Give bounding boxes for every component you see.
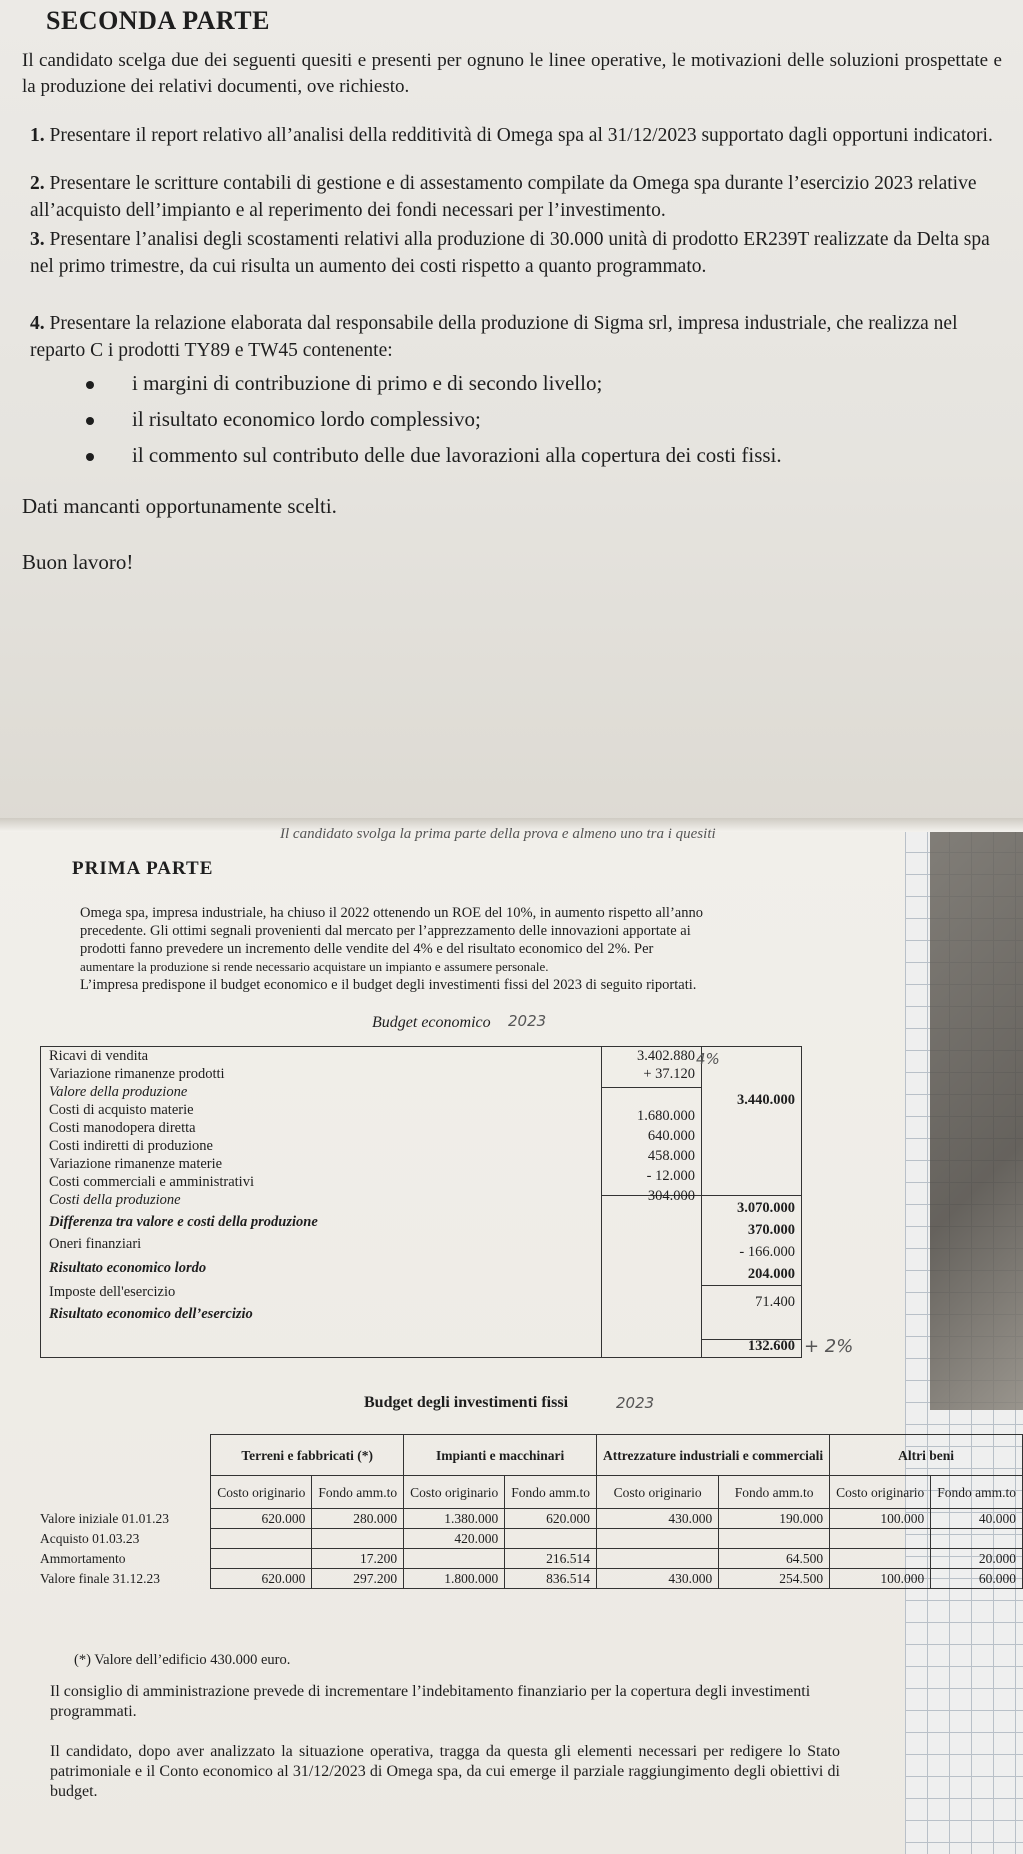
column-group-header: Terreni e fabbricati (*) <box>211 1435 404 1476</box>
table-cell: 297.200 <box>312 1569 404 1589</box>
budget-title: Budget economico <box>372 1014 491 1031</box>
question-number: 2. <box>30 173 45 194</box>
question-text: Presentare il report relativo all’analisi della redditività di Omega spa al 31/12/2023 supportato dagli opportuni indicatori. <box>49 125 993 146</box>
budget-total: 3.070.000 <box>737 1200 795 1216</box>
question-1 <box>30 122 1005 149</box>
budget-value: 458.000 <box>647 1148 695 1164</box>
budget-row-label: Variazione rimanenze materie <box>49 1156 223 1172</box>
intro-line: L’impresa predispone il budget economico e il budget degli investimenti fissi del 2023 di seguito riportati. <box>80 977 697 993</box>
table-cell <box>830 1529 931 1549</box>
table-cell: 190.000 <box>719 1509 830 1529</box>
table-cell: 40.000 <box>931 1509 1023 1529</box>
budget-row-label: Risultato economico dell’esercizio <box>49 1306 253 1322</box>
budget-row-label: Differenza tra valore e costi della produzione <box>49 1214 318 1230</box>
budget-total: 370.000 <box>747 1222 795 1238</box>
table-cell <box>719 1529 830 1549</box>
board-paragraph: Il consiglio di amministrazione prevede di incrementare l’indebitamento finanziario per la copertura degli investimenti programmati. <box>50 1683 811 1720</box>
cut-instruction-line: Il candidato svolga la prima parte della prova e almeno uno tra i quesiti <box>280 826 716 842</box>
closing-text: Buon lavoro! <box>22 550 134 574</box>
table-cell: 100.000 <box>830 1569 931 1589</box>
table-cell: 620.000 <box>211 1569 312 1589</box>
budget-value: 304.000 <box>647 1188 695 1204</box>
intro-line: aumentare la produzione si rende necessario acquistare un impianto e assumere personale. <box>80 959 549 974</box>
row-label: Ammortamento <box>36 1549 211 1569</box>
table-cell: 280.000 <box>312 1509 404 1529</box>
bullet-item <box>86 440 782 470</box>
bullet-text: il commento sul contributo delle due lavorazioni alla copertura dei costi fissi. <box>132 443 782 467</box>
column-header: Costo originario <box>597 1476 719 1509</box>
table-cell: 836.514 <box>505 1569 597 1589</box>
question-number: 4. <box>30 313 45 334</box>
table-cell <box>597 1549 719 1569</box>
intro-line: Omega spa, impresa industriale, ha chiuso il 2022 ottenendo un ROE del 10%, in aumento rispetto all’anno <box>80 905 703 921</box>
column-header: Fondo amm.to <box>931 1476 1023 1509</box>
question-number: 1. <box>30 125 45 146</box>
column-group-header: Impianti e macchinari <box>404 1435 597 1476</box>
first-part-intro <box>80 904 810 994</box>
table-cell <box>404 1549 505 1569</box>
question-number: 3. <box>30 229 45 250</box>
table-cell: 430.000 <box>597 1569 719 1589</box>
bullet-icon <box>86 417 94 425</box>
question-4 <box>30 310 1010 364</box>
table-cell <box>312 1529 404 1549</box>
section-title-first-part: PRIMA PARTE <box>72 858 214 879</box>
table-cell <box>505 1529 597 1549</box>
table-cell: 20.000 <box>931 1549 1023 1569</box>
table-cell: 254.500 <box>719 1569 830 1589</box>
budget-row-label: Ricavi di vendita <box>49 1048 149 1064</box>
budget-row-label: Costi indiretti di produzione <box>49 1138 213 1154</box>
table-cell: 216.514 <box>505 1549 597 1569</box>
column-header: Fondo amm.to <box>312 1476 404 1509</box>
table-cell <box>597 1529 719 1549</box>
bullet-item <box>86 368 602 398</box>
intro-line: prodotti fanno prevedere un incremento delle vendite del 4% e del risultato economico del 2%. Per <box>80 941 654 957</box>
table-cell <box>211 1529 312 1549</box>
handwritten-note: 4% <box>696 1050 720 1068</box>
bullet-text: il risultato economico lordo complessivo; <box>132 407 481 431</box>
column-header: Costo originario <box>830 1476 931 1509</box>
table-footnote: (*) Valore dell’edificio 430.000 euro. <box>74 1652 291 1668</box>
budget-row-label: Imposte dell'esercizio <box>49 1284 176 1300</box>
column-header: Costo originario <box>211 1476 312 1509</box>
budget-value: - 166.000 <box>739 1244 795 1260</box>
table-cell: 420.000 <box>404 1529 505 1549</box>
investment-budget-title: Budget degli investimenti fissi <box>364 1394 569 1411</box>
budget-row-label: Valore della produzione <box>49 1084 188 1100</box>
table-cell <box>830 1549 931 1569</box>
column-group-header: Attrezzature industriali e commerciali <box>597 1435 830 1476</box>
question-text: Presentare le scritture contabili di gestione e di assestamento compilate da Omega spa durante l’esercizio 2023 relative all’acquisto dell’impianto e al reperimento dei fondi necessari per l’investimento. <box>30 173 977 221</box>
section-title-second-part: SECONDA PARTE <box>46 6 270 35</box>
budget-row-label: Costi manodopera diretta <box>49 1120 196 1136</box>
budget-row-label: Oneri finanziari <box>49 1236 142 1252</box>
column-header: Fondo amm.to <box>505 1476 597 1509</box>
table-row <box>36 1569 1023 1589</box>
question-text: Presentare l’analisi degli scostamenti relativi alla produzione di 30.000 unità di prodotto ER239T realizzate da Delta spa nel primo trimestre, da cui risulta un aumento dei costi rispetto a quanto programmato. <box>30 229 990 277</box>
row-label: Valore iniziale 01.01.23 <box>36 1509 211 1529</box>
table-cell <box>211 1549 312 1569</box>
budget-value: - 12.000 <box>646 1168 695 1184</box>
budget-value: 71.400 <box>755 1294 795 1310</box>
missing-data-note: Dati mancanti opportunamente scelti. <box>22 494 337 518</box>
budget-value: 640.000 <box>647 1128 695 1144</box>
investment-table <box>36 1434 1023 1589</box>
table-cell: 1.380.000 <box>404 1509 505 1529</box>
table-cell: 620.000 <box>211 1509 312 1529</box>
question-2 <box>30 170 1005 224</box>
handwritten-year: 2023 <box>616 1394 655 1412</box>
table-cell: 100.000 <box>830 1509 931 1529</box>
bullet-icon <box>86 453 94 461</box>
bullet-text: i margini di contribuzione di primo e di secondo livello; <box>132 371 603 395</box>
table-row <box>36 1509 1023 1529</box>
bullet-item <box>86 404 481 434</box>
table-cell: 1.800.000 <box>404 1569 505 1589</box>
budget-total: 204.000 <box>747 1266 795 1282</box>
budget-row-label: Costi commerciali e amministrativi <box>49 1174 254 1190</box>
table-cell: 60.000 <box>931 1569 1023 1589</box>
question-text: Presentare la relazione elaborata dal responsabile della produzione di Sigma srl, impresa industriale, che realizza nel reparto C i prodotti TY89 e TW45 contenente: <box>30 313 958 361</box>
budget-row-label: Variazione rimanenze prodotti <box>49 1066 225 1082</box>
table-cell <box>931 1529 1023 1549</box>
budget-economico-table <box>40 1046 802 1358</box>
budget-total: 132.600 <box>747 1338 795 1354</box>
background-object <box>930 830 1023 1410</box>
row-label: Valore finale 31.12.23 <box>36 1569 211 1589</box>
table-cell: 17.200 <box>312 1549 404 1569</box>
table-row <box>36 1549 1023 1569</box>
question-3 <box>30 226 1005 280</box>
table-cell: 430.000 <box>597 1509 719 1529</box>
budget-row-label: Risultato economico lordo <box>49 1260 207 1276</box>
table-cell: 64.500 <box>719 1549 830 1569</box>
task-paragraph: Il candidato, dopo aver analizzato la situazione operativa, tragga da questa gli elementi necessari per redigere lo Stato patrimoniale e il Conto economico al 31/12/2023 di Omega spa, da cui emerge il parziale raggiungimento degli obiettivi di budget. <box>50 1743 840 1800</box>
bullet-icon <box>86 381 94 389</box>
budget-total: 3.440.000 <box>737 1092 795 1108</box>
budget-row-label: Costi di acquisto materie <box>49 1102 194 1118</box>
table-row <box>36 1529 1023 1549</box>
row-label: Acquisto 01.03.23 <box>36 1529 211 1549</box>
handwritten-note: + 2% <box>804 1336 854 1357</box>
budget-row-label: Costi della produzione <box>49 1192 181 1208</box>
column-header: Costo originario <box>404 1476 505 1509</box>
intro-line: precedente. Gli ottimi segnali provenienti dal mercato per l’apprezzamento delle innovazioni apportate ai <box>80 923 691 939</box>
budget-value: 1.680.000 <box>637 1108 695 1124</box>
table-cell: 620.000 <box>505 1509 597 1529</box>
budget-value: + 37.120 <box>643 1066 695 1082</box>
column-header: Fondo amm.to <box>719 1476 830 1509</box>
column-group-header: Altri beni <box>830 1435 1023 1476</box>
budget-value: 3.402.880 <box>637 1048 695 1064</box>
second-part-intro: Il candidato scelga due dei seguenti quesiti e presenti per ognuno le linee operative, le motivazioni delle soluzioni prospettate e la produzione dei relativi documenti, ove richiesto. <box>22 50 1002 97</box>
handwritten-year: 2023 <box>508 1012 547 1030</box>
